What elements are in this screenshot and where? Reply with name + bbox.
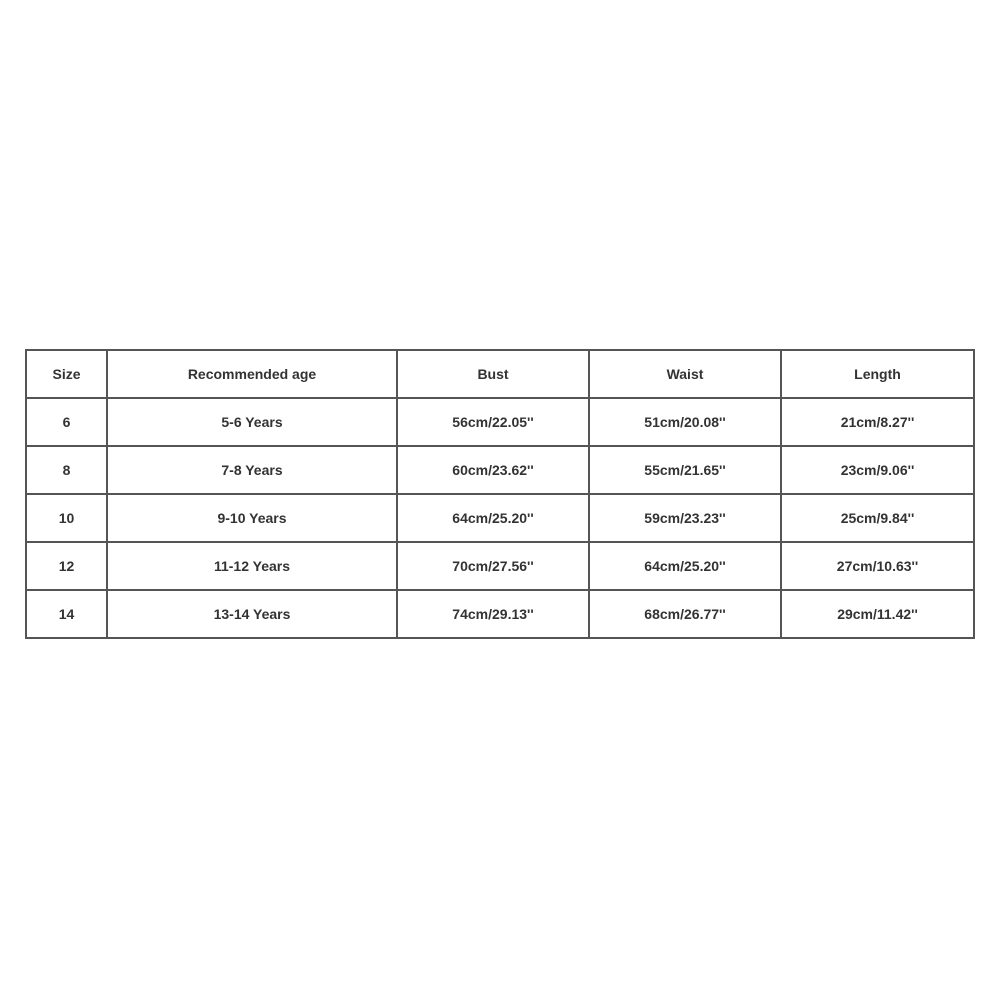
cell-bust: 60cm/23.62'' — [397, 446, 589, 494]
header-length: Length — [781, 350, 974, 398]
cell-recommended-age: 5-6 Years — [107, 398, 397, 446]
size-chart-table — [25, 349, 975, 639]
table-row — [26, 398, 974, 446]
cell-bust: 74cm/29.13'' — [397, 590, 589, 638]
cell-waist: 68cm/26.77'' — [589, 590, 781, 638]
cell-waist: 59cm/23.23'' — [589, 494, 781, 542]
cell-size: 12 — [26, 542, 107, 590]
cell-length: 27cm/10.63'' — [781, 542, 974, 590]
cell-waist: 64cm/25.20'' — [589, 542, 781, 590]
header-recommended-age: Recommended age — [107, 350, 397, 398]
cell-waist: 55cm/21.65'' — [589, 446, 781, 494]
cell-length: 23cm/9.06'' — [781, 446, 974, 494]
table-row — [26, 446, 974, 494]
cell-size: 8 — [26, 446, 107, 494]
cell-size: 14 — [26, 590, 107, 638]
cell-recommended-age: 11-12 Years — [107, 542, 397, 590]
cell-bust: 70cm/27.56'' — [397, 542, 589, 590]
table-row — [26, 590, 974, 638]
cell-recommended-age: 7-8 Years — [107, 446, 397, 494]
cell-length: 21cm/8.27'' — [781, 398, 974, 446]
cell-length: 25cm/9.84'' — [781, 494, 974, 542]
header-size: Size — [26, 350, 107, 398]
header-waist: Waist — [589, 350, 781, 398]
cell-length: 29cm/11.42'' — [781, 590, 974, 638]
cell-bust: 64cm/25.20'' — [397, 494, 589, 542]
cell-bust: 56cm/22.05'' — [397, 398, 589, 446]
cell-recommended-age: 9-10 Years — [107, 494, 397, 542]
cell-recommended-age: 13-14 Years — [107, 590, 397, 638]
cell-waist: 51cm/20.08'' — [589, 398, 781, 446]
table-row — [26, 542, 974, 590]
table-row — [26, 494, 974, 542]
header-bust: Bust — [397, 350, 589, 398]
cell-size: 10 — [26, 494, 107, 542]
cell-size: 6 — [26, 398, 107, 446]
table-header-row — [26, 350, 974, 398]
